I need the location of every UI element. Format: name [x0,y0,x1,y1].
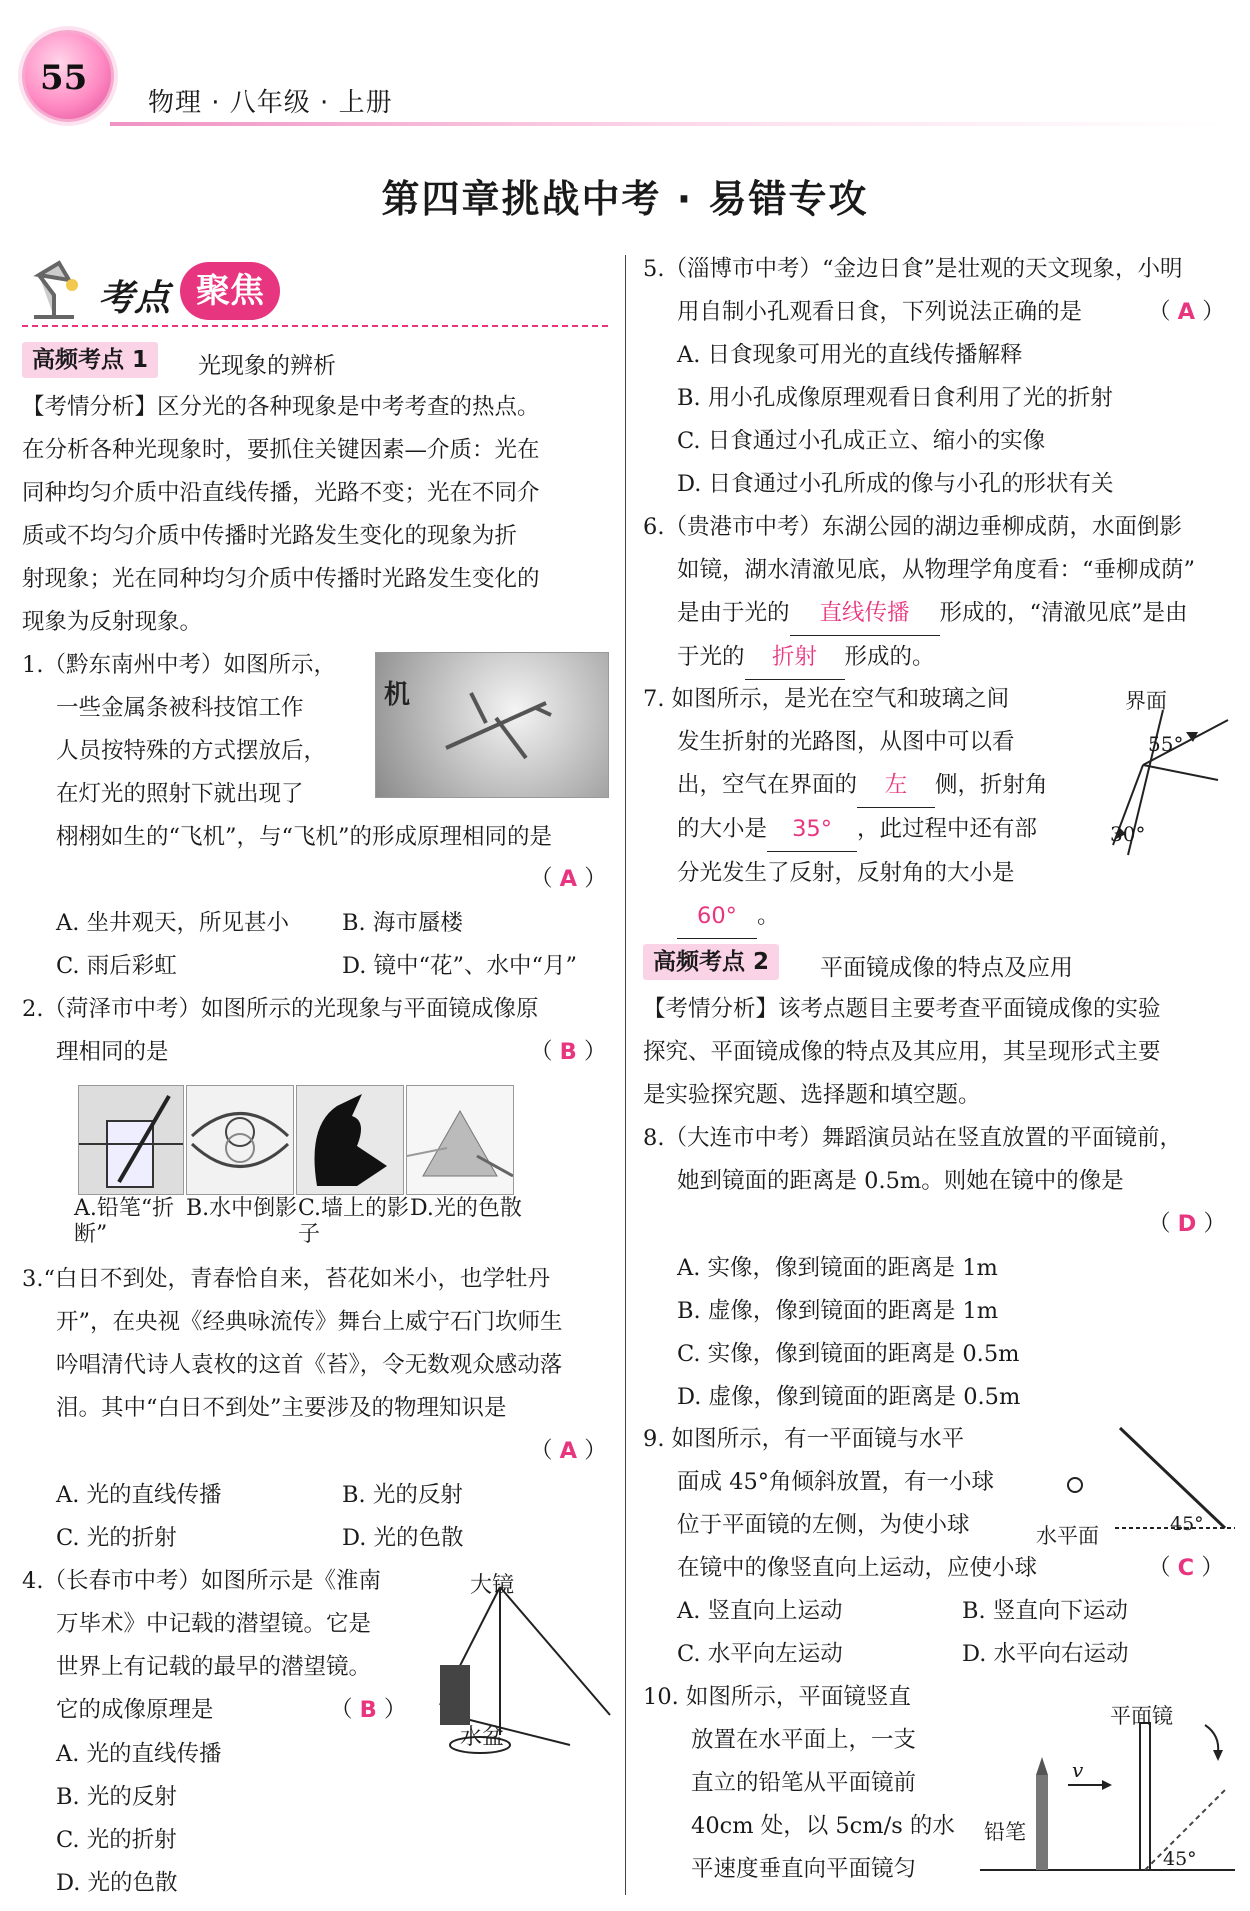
q2-answer-paren: （ B ） [530,1039,607,1065]
q3-option-d: D. 光的色散 [342,1525,464,1551]
q9-line: 在镜中的像竖直向上运动，应使小球 [677,1555,1038,1581]
q8-option-d: D. 虚像，像到镜面的距离是 0.5m [677,1384,1021,1410]
q5-options [677,334,1114,506]
q8-answer-paren: （ D ） [1148,1211,1226,1237]
hand-shadow-image [296,1085,404,1195]
q1-line: 1.（黔东南州中考）如图所示， [22,652,336,678]
text: 侧，折射角 [935,772,1048,798]
analysis-line: 现象为反射现象。 [22,609,203,635]
q6-line: 如镜，湖水清澈见底，从物理学角度看：“垂柳成荫” [677,557,1196,583]
q5-option-c: C. 日食通过小孔成正立、缩小的实像 [677,428,1046,454]
q10-fig-pencil-label: 铅笔 [984,1820,1026,1844]
analysis-line: 同种均匀介质中沿直线传播，光路不变；光在不同介 [22,480,540,506]
q5-answer: A [1177,299,1196,325]
banner-title: 考点 [98,278,171,319]
q1-option-c: C. 雨后彩虹 [56,953,177,979]
q5-option-d: D. 日食通过小孔所成的像与小孔的形状有关 [677,471,1114,497]
q8-option-c: C. 实像，像到镜面的距离是 0.5m [677,1341,1020,1367]
airplane-photo [375,652,609,798]
q6-blank-2[interactable]: 折射 [745,636,845,680]
q4-option-c: C. 光的折射 [56,1827,177,1853]
text: 。 [757,903,780,929]
q4-line: 它的成像原理是 [56,1697,214,1723]
section-title-2: 平面镜成像的特点及应用 [820,955,1073,981]
q9-line: 位于平面镜的左侧，为使小球 [677,1512,970,1538]
bridge-reflection-image [186,1085,294,1195]
prism-dispersion-image [406,1085,514,1195]
text: 于光的 [677,644,745,670]
q9-option-b: B. 竖直向下运动 [962,1598,1128,1624]
q9-option-d: D. 水平向右运动 [962,1641,1129,1667]
page-number: 55 [40,58,88,98]
periscope-figure [420,1565,616,1765]
section-tag-2: 高频考点 2 [643,944,779,980]
q3-option-b: B. 光的反射 [342,1482,463,1508]
q3-option-c: C. 光的折射 [56,1525,177,1551]
q1-answer-paren: （ A ） [530,866,607,892]
section-tag-1: 高频考点 1 [22,342,158,378]
q4-line: 4.（长春市中考）如图所示是《淮南 [22,1568,381,1594]
q5-line: 5.（淄博市中考）“金边日食”是壮观的天文现象，小明 [643,256,1183,282]
question-5 [643,248,1182,334]
q5-option-a: A. 日食现象可用光的直线传播解释 [677,342,1023,368]
q2-caption-b: B.水中倒影 [186,1196,298,1221]
q4-options [56,1733,222,1905]
analysis-line: 是实验探究题、选择题和填空题。 [643,1082,981,1108]
q4-answer: B [359,1697,377,1723]
q4-option-b: B. 光的反射 [56,1784,177,1810]
q7-blank-2[interactable]: 35° [767,808,857,852]
q7-fig-interface-label: 界面 [1125,689,1167,713]
q4-fig-label-mirror: 大镜 [470,1573,515,1598]
q4-line: 万毕术》中记载的潜望镜。它是 [56,1611,372,1637]
lamp-icon [24,255,94,325]
text: 形成的。 [844,644,935,670]
q7-blank-1[interactable]: 左 [857,764,935,808]
analysis-2 [643,988,1161,1117]
analysis-line: 【考情分析】该考点题目主要考查平面镜成像的实验 [643,996,1161,1022]
q7-line: 分光发生了反射，反射角的大小是 [677,860,1015,886]
analysis-1 [22,386,540,644]
question-3 [22,1258,563,1430]
q7-line [643,895,1048,939]
q2-answer: B [559,1039,577,1065]
q2-line: 理相同的是 [56,1039,169,1065]
q7-fig-angle-55: 55° [1148,732,1184,756]
q9-line: 9. 如图所示，有一平面镜与水平 [643,1426,965,1452]
q4-line: 世界上有记载的最早的潜望镜。 [56,1654,372,1680]
q10-line: 平速度垂直向平面镜匀 [691,1856,917,1882]
q10-fig-angle: 45° [1163,1848,1197,1870]
q10-line: 10. 如图所示，平面镜竖直 [643,1684,911,1710]
q1-line: 人员按特殊的方式摆放后， [56,738,327,764]
analysis-line: 在分析各种光现象时，要抓住关键因素—介质：光在 [22,437,540,463]
question-4 [22,1560,381,1732]
q1-line: 在灯光的照射下就出现了 [56,781,304,807]
q8-line: 她到镜面的距离是 0.5m。则她在镜中的像是 [677,1168,1124,1194]
banner-highlight: 聚焦 [180,262,280,320]
q8-option-b: B. 虚像，像到镜面的距离是 1m [677,1298,999,1324]
q7-line: 7. 如图所示，是光在空气和玻璃之间 [643,686,1010,712]
q3-option-a: A. 光的直线传播 [56,1482,222,1508]
section-title-1: 光现象的辨析 [198,353,336,379]
q1-option-b: B. 海市蜃楼 [342,910,463,936]
q4-option-d: D. 光的色散 [56,1870,178,1896]
q5-answer-paren: （ A ） [1148,299,1225,325]
q6-blank-1[interactable]: 直线传播 [790,592,940,636]
analysis-line: 【考情分析】区分光的各种现象是中考考查的热点。 [22,394,540,420]
text: ，此过程中还有部 [857,816,1038,842]
q1-answer: A [559,866,578,892]
q7-line: 发生折射的光路图，从图中可以看 [677,729,1015,755]
q9-answer-paren: （ C ） [1148,1555,1224,1581]
analysis-line: 质或不均匀介质中传播时光路发生变化的现象为折 [22,523,518,549]
q4-fig-label-basin: 水盆 [460,1725,505,1750]
q8-answer: D [1177,1211,1197,1237]
q1-line: 一些金属条被科技馆工作 [56,695,304,721]
q2-caption-a: A.铅笔“折断” [74,1196,175,1247]
header-divider [110,122,1220,126]
q9-fig-angle: 45° [1170,1513,1204,1535]
q9-fig-horizontal-label: 水平面 [1036,1524,1099,1548]
q9-option-a: A. 竖直向上运动 [677,1598,843,1624]
question-10 [643,1676,955,1891]
q4-option-a: A. 光的直线传播 [56,1741,222,1767]
text: 是由于光的 [677,600,790,626]
question-2 [22,988,538,1074]
q2-line: 2.（菏泽市中考）如图所示的光现象与平面镜成像原 [22,996,539,1022]
q7-blank-3[interactable]: 60° [677,895,757,939]
question-6 [643,506,1195,680]
q4-answer-paren: （ B ） [330,1697,407,1723]
q1-option-a: A. 坐井观天，所见甚小 [56,910,290,936]
q1-line: 栩栩如生的“飞机”，与“飞机”的形成原理相同的是 [56,824,553,850]
q8-option-a: A. 实像，像到镜面的距离是 1m [677,1255,998,1281]
q10-line: 放置在水平面上，一支 [691,1727,917,1753]
analysis-line: 探究、平面镜成像的特点及其应用，其呈现形式主要 [643,1039,1161,1065]
text: 的大小是 [677,816,768,842]
q6-line: 6.（贵港市中考）东湖公园的湖边垂柳成荫，水面倒影 [643,514,1182,540]
text: 出，空气在界面的 [677,772,858,798]
q3-line: 泪。其中“白日不到处”主要涉及的物理知识是 [56,1395,507,1421]
q7-line [643,808,1048,852]
q10-fig-mirror-label: 平面镜 [1110,1704,1173,1728]
question-7 [643,678,1048,939]
book-title: 物理 · 八年级 · 上册 [148,88,393,118]
column-divider [625,255,626,1895]
q3-line: 3.“白日不到处，青春恰自来，苔花如米小，也学牡丹 [22,1266,550,1292]
q10-line: 直立的铅笔从平面镜前 [691,1770,917,1796]
q5-line: 用自制小孔观看日食，下列说法正确的是 [677,299,1083,325]
q5-option-b: B. 用小孔成像原理观看日食利用了光的折射 [677,385,1113,411]
q9-answer: C [1177,1555,1195,1581]
q2-caption-c: C.墙上的影子 [298,1196,410,1247]
q9-line: 面成 45°角倾斜放置，有一小球 [677,1469,995,1495]
q2-caption-d: D.光的色散 [410,1196,522,1221]
q3-answer-paren: （ A ） [530,1438,607,1464]
chapter-title: 第四章挑战中考 · 易错专攻 [381,177,869,221]
question-9 [643,1418,1037,1590]
q10-fig-velocity-label: v [1072,1758,1084,1782]
svg-text:机: 机 [384,680,411,710]
q8-options [677,1247,1020,1419]
banner-underline [22,325,610,327]
question-8 [643,1117,1182,1203]
q10-line: 40cm 处，以 5cm/s 的水 [691,1813,955,1839]
text: 形成的，“清澈见底”是由 [939,600,1188,626]
q3-line: 开”，在央视《经典咏流传》舞台上威宁石门坎师生 [56,1309,563,1335]
q9-option-c: C. 水平向左运动 [677,1641,843,1667]
q7-fig-angle-30: 30° [1110,822,1146,846]
q6-line [643,636,1195,680]
analysis-line: 射现象；光在同种均匀介质中传播时光路发生变化的 [22,566,540,592]
q8-line: 8.（大连市中考）舞蹈演员站在竖直放置的平面镜前， [643,1125,1182,1151]
vertical-mirror-figure [980,1705,1235,1875]
q6-line [643,592,1195,636]
q3-answer: A [559,1438,578,1464]
q7-line [643,764,1048,808]
q1-option-d: D. 镜中“花”、水中“月” [342,953,578,979]
q3-line: 吟唱清代诗人袁枚的这首《苔》，令无数观众感动落 [56,1352,563,1378]
pencil-glass-image [78,1085,184,1195]
